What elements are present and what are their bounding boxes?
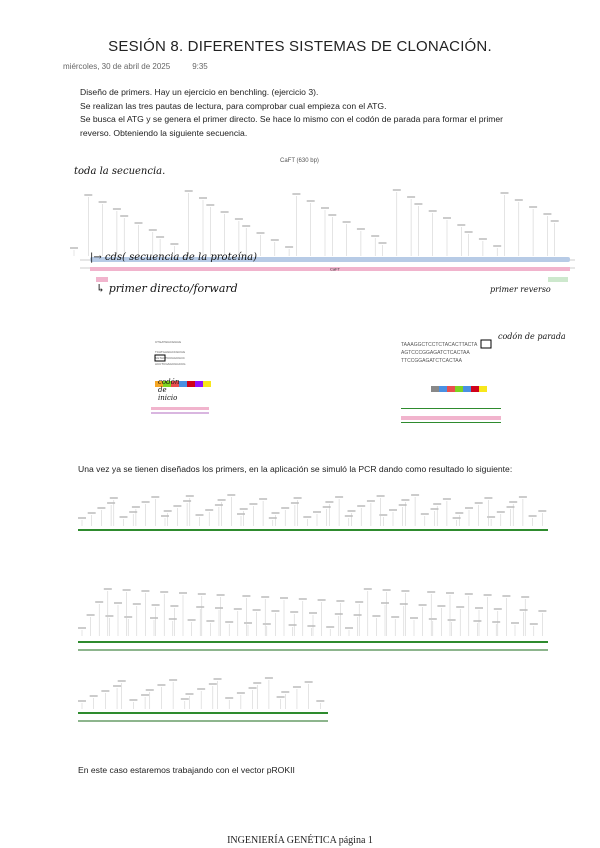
site-label-mark — [299, 598, 307, 600]
site-label-mark — [433, 503, 441, 505]
site-label-mark — [285, 246, 293, 248]
site-label-mark — [169, 618, 177, 620]
site-label-mark — [446, 592, 454, 594]
site-label-mark — [411, 494, 419, 496]
svg-text:TCATGAGGCCGCGG: TCATGAGGCCGCGG — [155, 350, 186, 354]
site-label-mark — [70, 247, 78, 249]
amino-acid-box — [439, 386, 447, 392]
site-label-mark — [186, 495, 194, 497]
site-label-mark — [272, 512, 280, 514]
site-label-mark — [249, 503, 257, 505]
site-label-mark — [88, 512, 96, 514]
site-label-mark — [84, 194, 92, 196]
site-label-mark — [185, 693, 193, 695]
site-label-mark — [530, 623, 538, 625]
site-label-mark — [95, 601, 103, 603]
site-label-mark — [164, 510, 172, 512]
site-label-mark — [509, 501, 517, 503]
site-label-mark — [221, 211, 229, 213]
site-label-mark — [199, 197, 207, 199]
site-label-mark — [118, 680, 126, 682]
site-label-mark — [133, 603, 141, 605]
paragraph-line: Se realizan las tres pautas de lectura, para comprobar cual empieza con el ATG. — [80, 100, 387, 111]
site-label-mark — [357, 505, 365, 507]
site-label-mark — [253, 682, 261, 684]
site-label-mark — [383, 589, 391, 591]
site-label-mark — [281, 691, 289, 693]
site-label-mark — [141, 590, 149, 592]
site-label-mark — [292, 193, 300, 195]
site-label-mark — [484, 594, 492, 596]
amino-acid-box — [187, 381, 195, 387]
site-label-mark — [313, 511, 321, 513]
site-label-mark — [113, 685, 121, 687]
site-label-mark — [120, 516, 128, 518]
site-label-mark — [303, 516, 311, 518]
site-label-mark — [152, 604, 160, 606]
site-label-mark — [348, 510, 356, 512]
site-label-mark — [465, 507, 473, 509]
site-label-mark — [529, 206, 537, 208]
site-label-mark — [78, 700, 86, 702]
site-label-mark — [473, 620, 481, 622]
site-label-mark — [437, 605, 445, 607]
site-label-mark — [280, 597, 288, 599]
site-label-mark — [456, 606, 464, 608]
site-label-mark — [209, 683, 217, 685]
time-text: 9:35 — [192, 62, 208, 71]
site-label-mark — [487, 516, 495, 518]
site-label-mark — [196, 514, 204, 516]
site-label-mark — [429, 210, 437, 212]
sequence-map-title: CaFT (630 bp) — [280, 158, 319, 164]
site-label-mark — [113, 208, 121, 210]
page-footer: INGENIERÍA GENÉTICA página 1 — [227, 835, 373, 846]
site-label-mark — [263, 623, 271, 625]
site-label-mark — [345, 627, 353, 629]
site-label-mark — [227, 494, 235, 496]
site-label-mark — [235, 218, 243, 220]
site-label-mark — [335, 496, 343, 498]
site-label-mark — [289, 624, 297, 626]
site-label-mark — [271, 610, 279, 612]
site-label-mark — [336, 600, 344, 602]
site-label-mark — [244, 622, 252, 624]
amino-acid-box — [463, 386, 471, 392]
pcr-map-row-3 — [78, 665, 328, 735]
site-label-mark — [169, 679, 177, 681]
site-label-mark — [206, 204, 214, 206]
site-label-mark — [261, 596, 269, 598]
site-label-mark — [132, 506, 140, 508]
site-label-mark — [197, 688, 205, 690]
sequence-map-figure — [70, 160, 585, 300]
svg-text:CTGATGGCGGGG: CTGATGGCGGGG — [155, 340, 182, 344]
site-label-mark — [101, 690, 109, 692]
site-label-mark — [149, 229, 157, 231]
site-label-mark — [443, 217, 451, 219]
site-label-mark — [448, 619, 456, 621]
site-label-mark — [173, 505, 181, 507]
site-label-mark — [90, 695, 98, 697]
site-label-mark — [253, 609, 261, 611]
paragraph-line: reverso. Obteniendo la siguiente secuencia. — [80, 127, 248, 138]
page-date — [63, 62, 208, 71]
site-label-mark — [354, 614, 362, 616]
site-label-mark — [293, 686, 301, 688]
amino-acid-track — [431, 386, 487, 392]
paragraph-line: Diseño de primers. Hay un ejercicio en benchling. (ejercicio 3). — [80, 87, 319, 97]
site-label-mark — [265, 677, 273, 679]
site-label-mark — [493, 245, 501, 247]
site-label-mark — [237, 692, 245, 694]
site-label-mark — [538, 610, 546, 612]
svg-text:ACCTCGAGCGGCCG: ACCTCGAGCGGCCG — [155, 362, 186, 366]
amino-acid-box — [479, 386, 487, 392]
site-label-mark — [521, 596, 529, 598]
amino-acid-box — [203, 381, 211, 387]
site-label-mark — [379, 242, 387, 244]
vector-paragraph: En este caso estaremos trabajando con el vector pROKII — [78, 765, 295, 775]
site-label-mark — [234, 608, 242, 610]
site-label-mark — [198, 593, 206, 595]
site-label-mark — [391, 616, 399, 618]
reverse-primer-arrow — [548, 277, 568, 282]
site-label-mark — [502, 595, 510, 597]
site-label-mark — [120, 215, 128, 217]
site-label-mark — [421, 513, 429, 515]
site-label-mark — [414, 203, 422, 205]
site-label-mark — [179, 592, 187, 594]
site-label-mark — [529, 515, 537, 517]
site-label-mark — [135, 222, 143, 224]
site-label-mark — [142, 501, 150, 503]
site-label-mark — [170, 605, 178, 607]
svg-text:TTCCGGAGATCTCACTAA: TTCCGGAGATCTCACTAA — [401, 358, 462, 364]
site-label-mark — [475, 607, 483, 609]
site-label-mark — [355, 601, 363, 603]
site-label-mark — [294, 497, 302, 499]
site-label-mark — [501, 192, 509, 194]
amino-acid-box — [471, 386, 479, 392]
site-label-mark — [328, 214, 336, 216]
pcr-paragraph: Una vez ya se tienen diseñados los primers, en la aplicación se simuló la PCR dando como resultado lo siguiente: — [78, 464, 513, 474]
site-label-mark — [457, 224, 465, 226]
site-label-mark — [309, 612, 317, 614]
site-label-mark — [157, 684, 165, 686]
annotation-reverse: primer reverso — [490, 285, 551, 294]
site-label-mark — [225, 697, 233, 699]
site-label-mark — [429, 618, 437, 620]
site-label-mark — [124, 616, 132, 618]
site-label-mark — [307, 200, 315, 202]
site-label-mark — [123, 589, 131, 591]
site-label-mark — [407, 196, 415, 198]
annotation-start-codon: codón de inicio — [158, 378, 180, 402]
site-label-mark — [321, 207, 329, 209]
site-label-mark — [188, 619, 196, 621]
page-title: SESIÓN 8. DIFERENTES SISTEMAS DE CLONACIÓN. — [108, 38, 492, 55]
site-label-mark — [479, 238, 487, 240]
map-enzyme-sites — [70, 189, 559, 256]
site-label-mark — [170, 243, 178, 245]
site-label-mark — [99, 201, 107, 203]
site-label-mark — [538, 510, 546, 512]
site-label-mark — [185, 190, 193, 192]
site-label-mark — [494, 608, 502, 610]
site-label-mark — [427, 591, 435, 593]
site-label-mark — [87, 614, 95, 616]
pcr-map-row-1 — [78, 490, 558, 560]
site-label-mark — [281, 507, 289, 509]
svg-text:TAAAGGCTCCTCTACACTTACTA: TAAAGGCTCCTCTACACTTACTA — [401, 342, 478, 348]
site-label-mark — [520, 609, 528, 611]
site-label-mark — [218, 499, 226, 501]
site-label-mark — [325, 501, 333, 503]
site-label-mark — [326, 626, 334, 628]
amino-acid-box — [455, 386, 463, 392]
site-label-mark — [225, 621, 233, 623]
site-label-mark — [146, 689, 154, 691]
site-label-mark — [381, 602, 389, 604]
site-label-mark — [484, 497, 492, 499]
site-label-mark — [410, 617, 418, 619]
site-label-mark — [316, 700, 324, 702]
site-label-mark — [364, 588, 372, 590]
site-label-mark — [78, 627, 86, 629]
site-label-mark — [443, 498, 451, 500]
site-label-mark — [156, 236, 164, 238]
site-label-mark — [141, 694, 149, 696]
site-label-mark — [259, 498, 267, 500]
amino-acid-box — [431, 386, 439, 392]
site-label-mark — [242, 225, 250, 227]
svg-text:AGTCCCGGAGATCTCACTAA: AGTCCCGGAGATCTCACTAA — [401, 350, 470, 356]
site-label-mark — [104, 588, 112, 590]
site-label-mark — [206, 620, 214, 622]
date-text: miércoles, 30 de abril de 2025 — [63, 62, 171, 71]
site-label-mark — [465, 593, 473, 595]
site-label-mark — [372, 615, 380, 617]
site-label-mark — [318, 599, 326, 601]
site-label-mark — [205, 509, 213, 511]
site-label-mark — [97, 507, 105, 509]
site-label-mark — [543, 213, 551, 215]
site-label-mark — [377, 495, 385, 497]
site-label-mark — [401, 499, 409, 501]
site-label-mark — [196, 606, 204, 608]
site-label-mark — [181, 698, 189, 700]
feature-label: CaFT — [330, 266, 340, 272]
site-label-mark — [400, 603, 408, 605]
site-label-mark — [217, 594, 225, 596]
site-label-mark — [249, 687, 257, 689]
site-label-mark — [465, 231, 473, 233]
site-label-mark — [335, 613, 343, 615]
site-label-mark — [455, 512, 463, 514]
site-label-mark — [110, 497, 118, 499]
site-label-mark — [367, 500, 375, 502]
site-label-mark — [214, 678, 222, 680]
site-label-mark — [371, 235, 379, 237]
site-label-mark — [515, 199, 523, 201]
stop-codon-box — [481, 340, 491, 348]
site-label-mark — [497, 511, 505, 513]
site-label-mark — [511, 622, 519, 624]
site-label-mark — [114, 602, 122, 604]
annotation-forward: ↳ primer directo/forward — [96, 282, 238, 295]
site-label-mark — [305, 681, 313, 683]
site-label-mark — [492, 621, 500, 623]
site-label-mark — [78, 517, 86, 519]
site-label-mark — [307, 625, 315, 627]
site-label-mark — [393, 189, 401, 191]
paragraph-line: Se busca el ATG y se genera el primer directo. Se hace lo mismo con el codón de parada para formar el primer — [80, 114, 504, 124]
annotation-whole-sequence: toda la secuencia. — [74, 166, 166, 177]
site-label-mark — [401, 590, 409, 592]
site-label-mark — [129, 699, 137, 701]
annotation-stop-codon: codón de parada — [498, 332, 566, 341]
site-label-mark — [290, 611, 298, 613]
site-label-mark — [151, 496, 159, 498]
site-label-mark — [277, 696, 285, 698]
site-label-mark — [271, 239, 279, 241]
intro-paragraph — [80, 86, 560, 140]
site-label-mark — [379, 514, 387, 516]
reverse-primer-zoom — [395, 330, 535, 440]
pcr-map-row-2 — [78, 570, 558, 665]
site-label-mark — [257, 232, 265, 234]
site-label-mark — [150, 617, 158, 619]
site-label-mark — [160, 591, 168, 593]
site-label-mark — [242, 595, 250, 597]
amino-acid-box — [195, 381, 203, 387]
annotation-cds: |→ cds( secuencia de la proteína) — [90, 252, 258, 263]
site-label-mark — [357, 228, 365, 230]
site-label-mark — [389, 509, 397, 511]
site-label-mark — [475, 502, 483, 504]
site-label-mark — [551, 220, 559, 222]
site-label-mark — [215, 607, 223, 609]
site-label-mark — [240, 508, 248, 510]
site-label-mark — [105, 615, 113, 617]
site-label-mark — [419, 604, 427, 606]
site-label-mark — [343, 221, 351, 223]
site-label-mark — [519, 496, 527, 498]
amino-acid-box — [447, 386, 455, 392]
svg-text:AGTACTCCGGCGCC: AGTACTCCGGCGCC — [155, 356, 185, 360]
